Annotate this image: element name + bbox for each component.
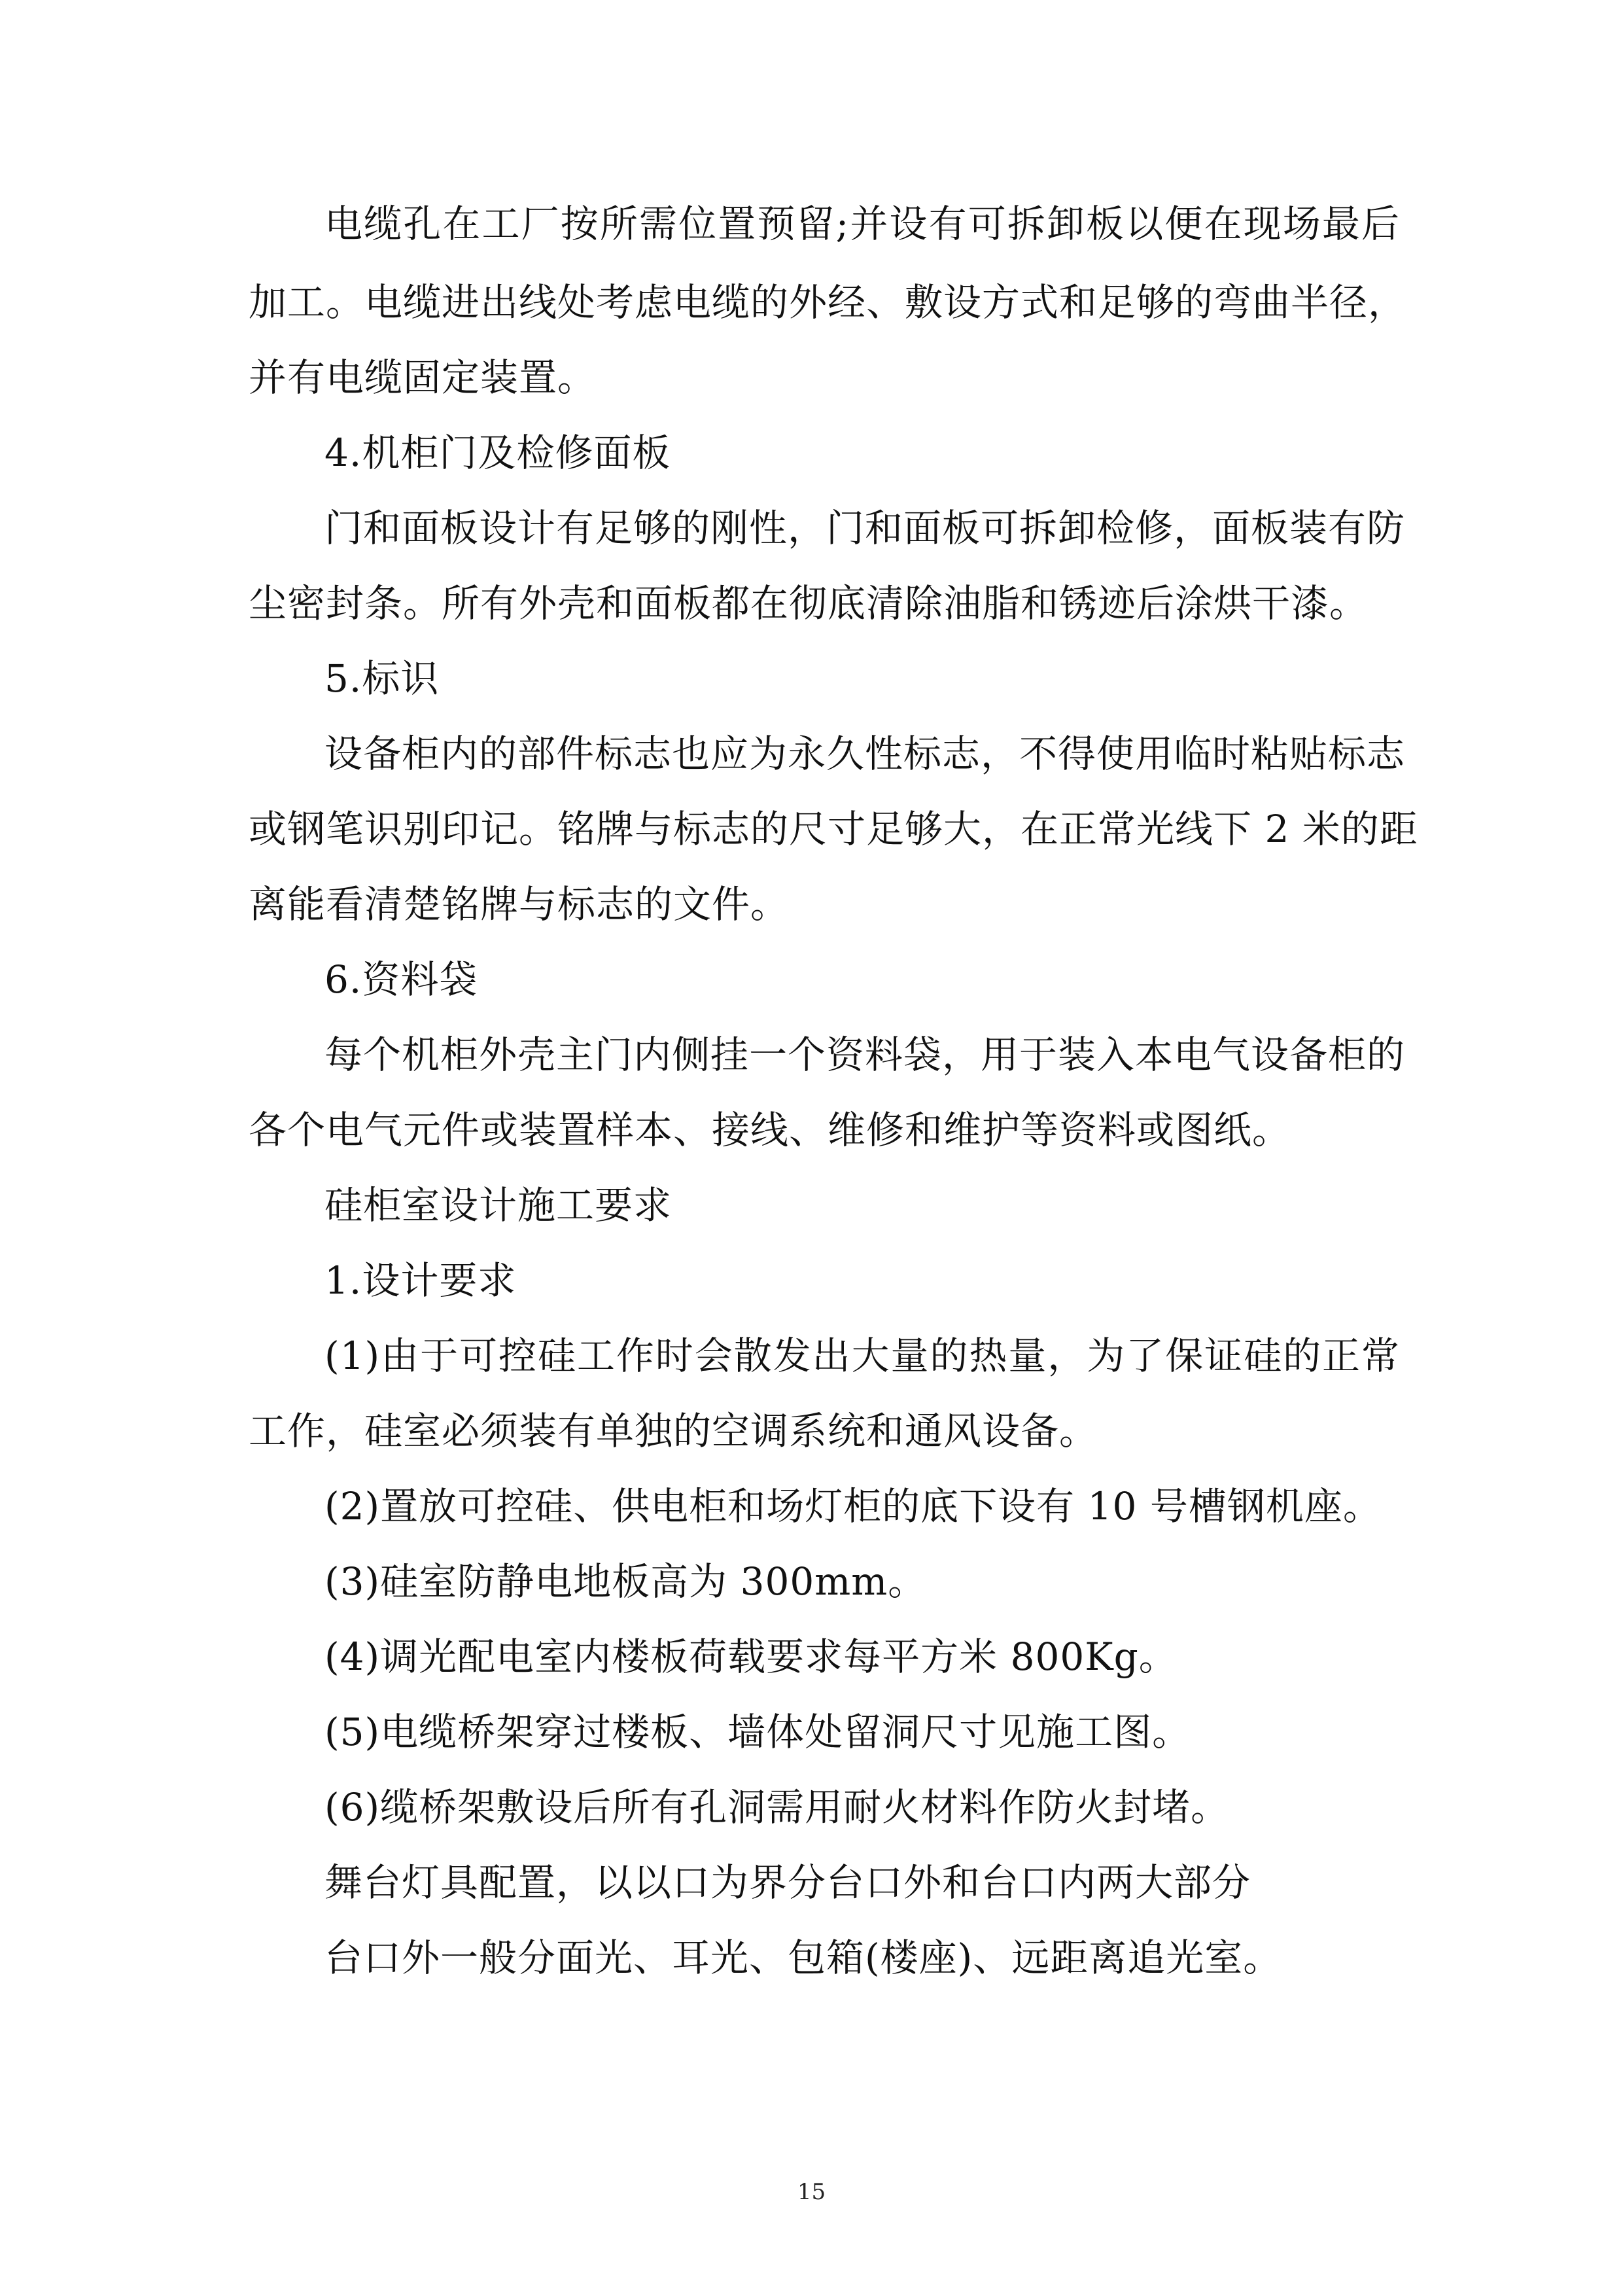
- section-heading: 1.设计要求: [324, 1258, 517, 1303]
- text-line: 并有电缆固定装置。: [249, 355, 597, 400]
- list-item: (4)调光配电室内楼板荷载要求每平方米 800Kg。: [324, 1634, 1178, 1679]
- text-line: 门和面板设计有足够的刚性，门和面板可拆卸检修，面板装有防: [324, 506, 1406, 550]
- list-item: (6)缆桥架敷设后所有孔洞需用耐火材料作防火封堵。: [324, 1785, 1230, 1829]
- text-line: 加工。电缆进出线处考虑电缆的外经、敷设方式和足够的弯曲半径，: [249, 280, 1407, 325]
- text-line: (1)由于可控硅工作时会散发出大量的热量，为了保证硅的正常: [324, 1333, 1400, 1378]
- text-line: 工作，硅室必须装有单独的空调系统和通风设备。: [249, 1409, 1098, 1453]
- section-heading: 6.资料袋: [324, 957, 478, 1002]
- section-heading: 硅柜室设计施工要求: [324, 1183, 672, 1227]
- section-heading: 5.标识: [324, 656, 440, 701]
- section-heading: 4.机柜门及检修面板: [324, 431, 671, 475]
- text-line: 台口外一般分面光、耳光、包箱(楼座)、远距离追光室。: [324, 1935, 1282, 1980]
- list-item: (3)硅室防静电地板高为 300mm。: [324, 1559, 927, 1604]
- text-line: 每个机柜外壳主门内侧挂一个资料袋，用于装入本电气设备柜的: [324, 1033, 1406, 1077]
- list-item: (2)置放可控硅、供电柜和场灯柜的底下设有 10 号槽钢机座。: [324, 1484, 1382, 1528]
- text-line: 电缆孔在工厂按所需位置预留;并设有可拆卸板以便在现场最后: [324, 202, 1400, 246]
- text-line: 设备柜内的部件标志也应为永久性标志，不得使用临时粘贴标志: [324, 732, 1406, 776]
- text-line: 舞台灯具配置，以以口为界分台口外和台口内两大部分: [324, 1860, 1251, 1905]
- text-line: 或钢笔识别印记。铭牌与标志的尺寸足够大，在正常光线下 2 米的距: [249, 807, 1418, 851]
- text-line: 各个电气元件或装置样本、接线、维修和维护等资料或图纸。: [249, 1108, 1291, 1152]
- text-line: 离能看清楚铭牌与标志的文件。: [249, 882, 790, 927]
- list-item: (5)电缆桥架穿过楼板、墙体处留洞尺寸见施工图。: [324, 1710, 1191, 1754]
- page-number: 15: [797, 2179, 826, 2205]
- text-line: 尘密封条。所有外壳和面板都在彻底清除油脂和锈迹后涂烘干漆。: [249, 581, 1369, 626]
